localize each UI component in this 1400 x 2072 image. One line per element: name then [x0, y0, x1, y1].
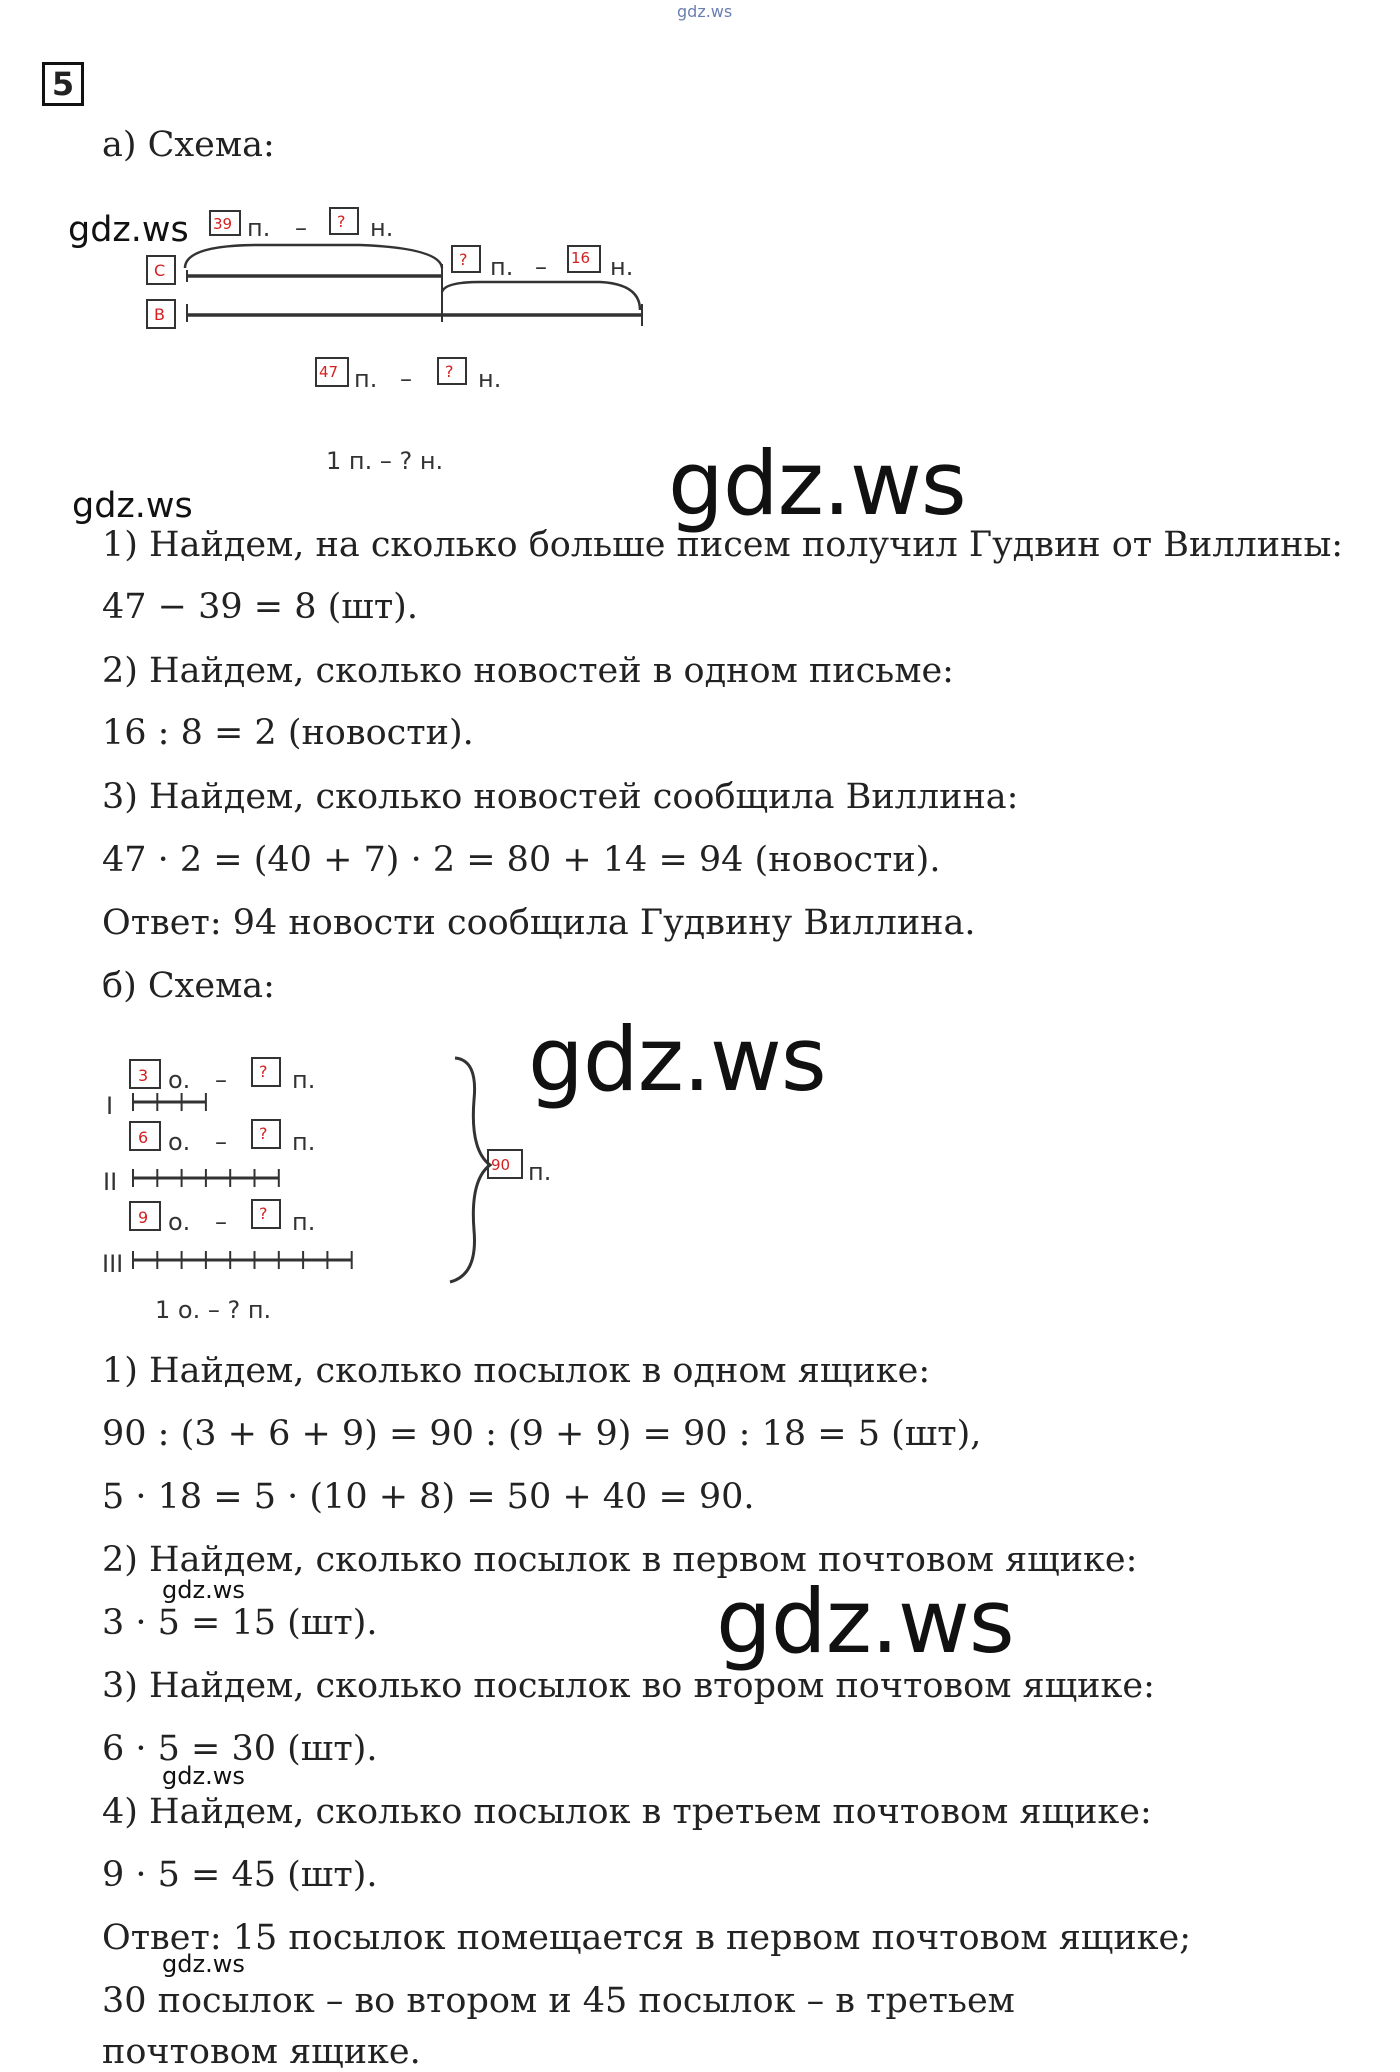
part-b-line-12: почтовом ящике. — [102, 2032, 421, 2072]
segment-row3 — [133, 1251, 352, 1269]
diagram-a-right-dash: – — [535, 253, 547, 281]
diagram-a-right-count: 16 — [571, 249, 591, 267]
watermark-big-3: gdz.ws — [716, 1570, 1014, 1673]
watermark-small-1: gdz.ws — [72, 486, 193, 526]
diagram-a-top-q: ? — [337, 212, 346, 231]
diagram-b-row2-dash: – — [215, 1128, 227, 1156]
watermark-small-4: gdz.ws — [162, 1950, 245, 1978]
diagram-b-row3-unit-o: о. — [168, 1208, 191, 1236]
diagram-b-row1-q: ? — [259, 1062, 268, 1081]
diagram-a-right-unit-n: н. — [610, 253, 634, 281]
diagram-b-row2-unit-p: п. — [292, 1128, 316, 1156]
part-b-line-3: 5 · 18 = 5 · (10 + 8) = 50 + 40 = 90. — [102, 1477, 755, 1517]
diagram-b-row1-count: 3 — [138, 1066, 149, 1085]
part-a-line-6: 47 · 2 = (40 + 7) · 2 = 80 + 14 = 94 (новости). — [102, 840, 941, 880]
part-a-heading: а) Схема: — [102, 125, 275, 165]
part-b-line-4: 2) Найдем, сколько посылок в первом почтовом ящике: — [102, 1540, 1138, 1580]
part-b-line-9: 9 · 5 = 45 (шт). — [102, 1855, 378, 1895]
diagram-a-top-unit-p: п. — [247, 214, 271, 242]
diagram-a-per-one: 1 п. – ? н. — [326, 447, 444, 475]
diagram-b-row2-q: ? — [259, 1124, 268, 1143]
diagram-a-top-unit-n: н. — [370, 214, 394, 242]
diagram-b-row3-count: 9 — [138, 1208, 149, 1227]
part-b-heading: б) Схема: — [102, 966, 275, 1006]
watermark-small-2: gdz.ws — [162, 1576, 245, 1604]
part-b-line-11: 30 посылок – во втором и 45 посылок – в третьем — [102, 1981, 1015, 2021]
part-a-line-1: 1) Найдем, на сколько больше писем получил Гудвин от Виллины: — [102, 525, 1344, 565]
part-b-line-8: 4) Найдем, сколько посылок в третьем почтовом ящике: — [102, 1792, 1152, 1832]
part-a-line-4: 16 : 8 = 2 (новости). — [102, 713, 474, 753]
diagram-a-bottom-q: ? — [445, 362, 454, 381]
diagram-b-row2-count: 6 — [138, 1128, 149, 1147]
diagram-a-bottom-dash: – — [400, 365, 412, 393]
diagram-b-total: 90 — [491, 1156, 511, 1174]
diagram-b-row3-q: ? — [259, 1204, 268, 1223]
part-a-line-7: Ответ: 94 новости сообщила Гудвину Виллина. — [102, 903, 976, 943]
part-b-line-7: 6 · 5 = 30 (шт). — [102, 1729, 378, 1769]
part-b-line-1: 1) Найдем, сколько посылок в одном ящике: — [102, 1351, 931, 1391]
part-b-line-5: 3 · 5 = 15 (шт). — [102, 1603, 378, 1643]
part-a-line-2: 47 − 39 = 8 (шт). — [102, 587, 418, 627]
part-b-line-6: 3) Найдем, сколько посылок во втором почтовом ящике: — [102, 1666, 1155, 1706]
diagram-a-right-unit-p: п. — [490, 253, 514, 281]
diagram-b-row1-label: I — [106, 1092, 114, 1120]
diagram-a-label-v: В — [154, 305, 165, 324]
watermark-small-3: gdz.ws — [162, 1762, 245, 1790]
part-b-line-2: 90 : (3 + 6 + 9) = 90 : (9 + 9) = 90 : 18 = 5 (шт), — [102, 1414, 982, 1454]
diagram-b-per-one: 1 о. – ? п. — [155, 1296, 272, 1324]
diagram-b-row1-dash: – — [215, 1066, 227, 1094]
watermark-big-1: gdz.ws — [668, 432, 966, 535]
task-number: 5 — [42, 62, 84, 106]
part-a-line-3: 2) Найдем, сколько новостей в одном письме: — [102, 651, 954, 691]
part-b-line-10: Ответ: 15 посылок помещается в первом почтовом ящике; — [102, 1918, 1192, 1958]
diagram-b-total-unit: п. — [528, 1158, 552, 1186]
diagram-b-row3-dash: – — [215, 1208, 227, 1236]
diagram-a-bottom-unit-p: п. — [354, 365, 378, 393]
brace-total — [450, 1058, 490, 1282]
watermark-diagram-a: gdz.ws — [68, 210, 189, 250]
segment-row1 — [133, 1093, 206, 1111]
diagram-b-row2-unit-o: о. — [168, 1128, 191, 1156]
diagram-a-top-dash: – — [295, 214, 307, 242]
diagram-a-bottom-unit-n: н. — [478, 365, 502, 393]
diagram-b-row3-label: III — [102, 1250, 124, 1278]
brace-right — [442, 282, 640, 310]
diagram-b-row2-label: II — [103, 1168, 118, 1196]
diagram-b-row1-unit-p: п. — [292, 1066, 316, 1094]
watermark-top: gdz.ws — [677, 2, 733, 21]
diagram-a-right-q: ? — [459, 250, 468, 269]
watermark-big-2: gdz.ws — [528, 1008, 826, 1111]
diagram-a-bottom-count: 47 — [319, 363, 339, 381]
diagram-b-row3-unit-p: п. — [292, 1208, 316, 1236]
brace-top — [185, 245, 442, 268]
diagram-b-row1-unit-o: о. — [168, 1066, 191, 1094]
part-a-line-5: 3) Найдем, сколько новостей сообщила Виллина: — [102, 777, 1019, 817]
diagram-a-top-count: 39 — [213, 215, 233, 233]
diagram-a-label-c: С — [154, 261, 166, 280]
segment-row2 — [133, 1169, 279, 1187]
